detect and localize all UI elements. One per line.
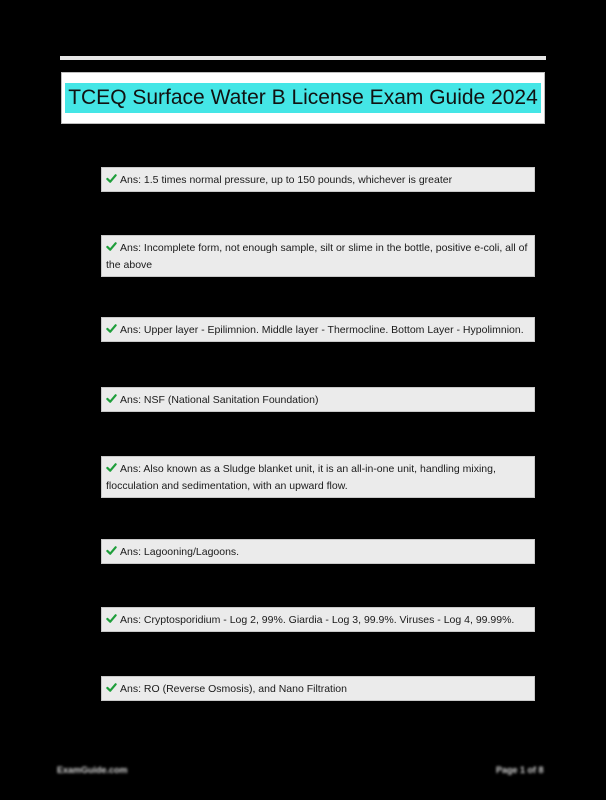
checkmark-icon: [106, 682, 117, 693]
answer-text: Ans: Incomplete form, not enough sample, silt or slime in the bottle, positive e-coli, all of the above: [106, 242, 528, 271]
answer-box: [101, 235, 535, 277]
page-title: TCEQ Surface Water B License Exam Guide 2024: [65, 83, 541, 113]
answer-box: [101, 539, 535, 564]
answer-text: Ans: NSF (National Sanitation Foundation): [120, 394, 319, 406]
answer-box: [101, 317, 535, 342]
checkmark-icon: [106, 323, 117, 334]
answer-text: Ans: Lagooning/Lagoons.: [120, 546, 240, 558]
answer-box: [101, 607, 535, 632]
checkmark-icon: [106, 393, 117, 404]
answer-text: Ans: Upper layer - Epilimnion. Middle layer - Thermocline. Bottom Layer - Hypolimnion.: [120, 324, 524, 336]
answer-text: Ans: Cryptosporidium - Log 2, 99%. Giardia - Log 3, 99.9%. Viruses - Log 4, 99.99%.: [120, 614, 515, 626]
title-box: [61, 72, 545, 124]
checkmark-icon: [106, 462, 117, 473]
answer-text: Ans: 1.5 times normal pressure, up to 150 pounds, whichever is greater: [120, 174, 453, 186]
top-rule: [60, 56, 546, 60]
answer-box: [101, 387, 535, 412]
answer-box: [101, 167, 535, 192]
checkmark-icon: [106, 173, 117, 184]
footer-site-name: ExamGuide.com: [57, 765, 128, 775]
answer-text: Ans: Also known as a Sludge blanket unit, it is an all-in-one unit, handling mixing, flocculation and sedimentation, with an upward flow.: [106, 463, 496, 492]
checkmark-icon: [106, 241, 117, 252]
checkmark-icon: [106, 545, 117, 556]
answer-text: Ans: RO (Reverse Osmosis), and Nano Filtration: [120, 683, 347, 695]
checkmark-icon: [106, 613, 117, 624]
answer-box: [101, 456, 535, 498]
answer-box: [101, 676, 535, 701]
footer-page-number: Page 1 of 8: [496, 765, 544, 775]
